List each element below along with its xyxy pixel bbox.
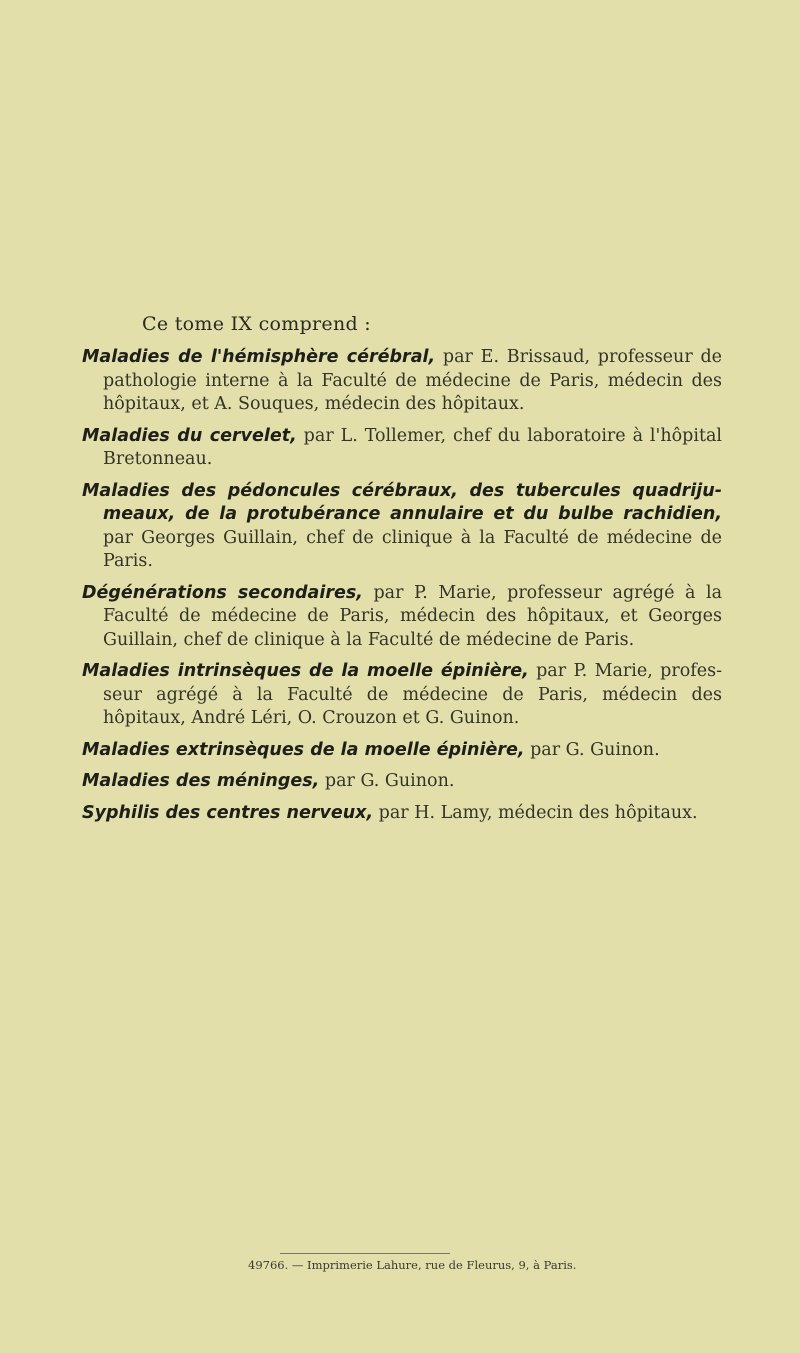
entry-title: Syphilis des centres nerveux, xyxy=(82,802,374,823)
list-item xyxy=(82,480,722,574)
entry-title: Maladies des pédoncules cérébraux, des tubercules quadriju-meaux, de la protubérance annulaire et du bulbe rachidien, xyxy=(82,480,722,524)
entry-authors: par P. Marie, professeur agrégé à la Faculté de médecine de Paris, médecin des hôpitaux, et Georges Guillain, chef de clinique à la Faculté de médecine de Paris. xyxy=(103,582,722,650)
entry-authors: par P. Marie, profes-seur agrégé à la Faculté de médecine de Paris, médecin des hôpitaux, André Léri, O. Crouzon et G. Guinon. xyxy=(103,661,722,728)
entry-authors: par L. Tollemer, chef du laboratoire à l'hôpital Bretonneau. xyxy=(103,425,723,469)
entry-title: Dégénérations secondaires, xyxy=(82,582,363,603)
entry-title: Maladies des méninges, xyxy=(82,771,320,791)
entry-title: Maladies de l'hémisphère cérébral, xyxy=(82,347,436,367)
list-item xyxy=(82,346,722,417)
entry-title: Maladies du cervelet, xyxy=(82,425,297,446)
list-item xyxy=(82,770,722,794)
entry-authors: par Georges Guillain, chef de clinique à la Faculté de médecine de Paris. xyxy=(103,527,722,571)
list-item xyxy=(82,582,722,653)
entry-authors: par G. Guinon. xyxy=(319,771,455,791)
contents-list xyxy=(82,346,722,833)
list-item xyxy=(82,425,722,472)
footer-rule xyxy=(280,1253,450,1254)
list-item xyxy=(82,660,722,731)
entry-authors: par G. Guinon. xyxy=(524,739,660,760)
intro-line: Ce tome IX comprend : xyxy=(142,313,371,335)
entry-title: Maladies intrinsèques de la moelle épinière, xyxy=(82,661,529,681)
entry-authors: par E. Brissaud, professeur de pathologie interne à la Faculté de médecine de Paris, médecin des hôpitaux, et A. Souques, médecin des hôpitaux. xyxy=(103,347,722,414)
list-item xyxy=(82,739,722,763)
printer-footer: 49766. — Imprimerie Lahure, rue de Fleurus, 9, à Paris. xyxy=(248,1258,577,1272)
list-item xyxy=(82,802,722,826)
entry-title: Maladies extrinsèques de la moelle épinière, xyxy=(82,739,525,760)
entry-authors: par H. Lamy, médecin des hôpitaux. xyxy=(373,802,698,823)
